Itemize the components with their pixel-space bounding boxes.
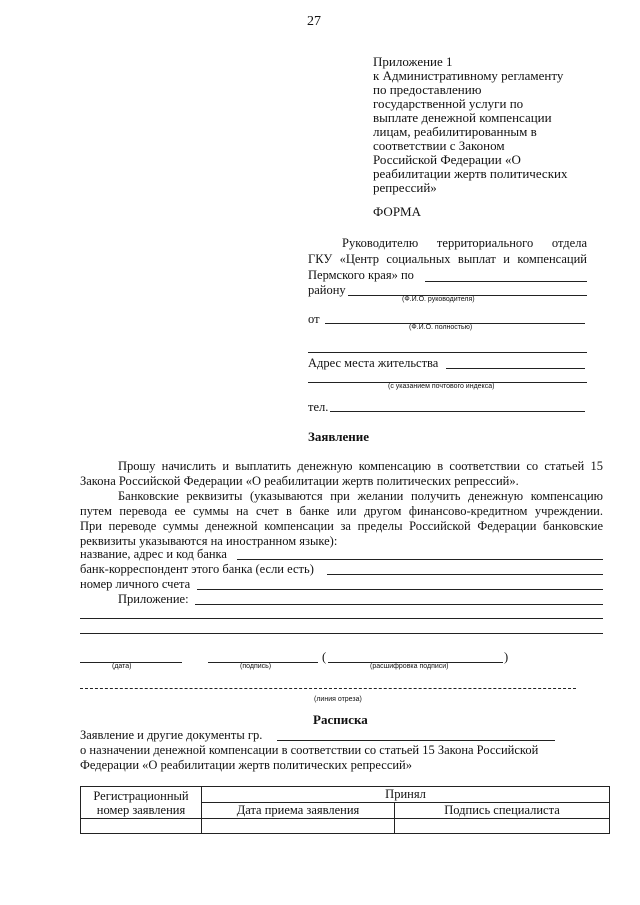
receipt-name-field[interactable] [277,740,555,741]
body-p2-line4: реквизиты указываются на иностранном языке): [80,534,338,548]
paren-close: ) [504,650,509,664]
correspondent-label: банк-корреспондент этого банка (если есть) [80,562,314,576]
receipt-title: Расписка [313,712,368,727]
date-received-cell[interactable] [202,819,395,834]
paren-open: ( [322,650,327,664]
body-p2-line1: Банковские реквизиты (указываются при желании получить денежную компенсацию [118,489,603,503]
appendix-line: соответствии с Законом [373,138,505,153]
reg-number-header-line1: Регистрационный [93,788,189,803]
addressee-line-1: Руководителю территориального отдела [342,236,587,250]
cut-line [80,688,576,689]
application-title: Заявление [308,429,370,444]
reg-number-cell[interactable] [81,819,202,834]
account-field[interactable] [197,589,603,590]
receipt-line-1: Заявление и другие документы гр. [80,728,263,742]
table-row [81,819,610,834]
appendix-line: Российской Федерации «О [373,152,521,167]
decode-caption: (расшифровка подписи) [370,663,449,670]
specialist-sign-header: Подпись специалиста [395,803,610,819]
from-label: от [308,312,320,326]
addressee-line-3: Пермского края» по [308,268,414,282]
reg-number-header [81,787,202,819]
attachment-label: Приложение: [118,592,189,606]
appendix-line: Приложение 1 [373,54,453,69]
caption-postal: (с указанием почтового индекса) [388,383,495,390]
page-number: 27 [307,14,321,29]
attachment-field-3[interactable] [80,633,603,634]
addressee-line-2: ГКУ «Центр социальных выплат и компенсаций [308,252,587,266]
body-p2-line2: путем перевода ее суммы на счет в банке или другом финансово-кредитном учреждении. [80,504,603,518]
date-received-header: Дата приема заявления [202,803,395,819]
appendix-line: государственной услуги по [373,96,524,111]
registration-table [80,786,610,834]
attachment-field[interactable] [195,604,603,605]
caption-full-name: (Ф.И.О. полностью) [409,324,473,331]
phone-field[interactable] [330,411,585,412]
account-label: номер личного счета [80,577,191,591]
address-field[interactable] [446,368,585,369]
correspondent-field[interactable] [327,574,603,575]
appendix-line: выплате денежной компенсации [373,110,552,125]
caption-head: (Ф.И.О. руководителя) [402,296,475,303]
appendix-line: репрессий» [373,180,437,195]
receipt-line-3: Федерации «О реабилитации жертв политических репрессий» [80,758,412,772]
full-name-field-2[interactable] [308,352,587,353]
receipt-line-2: о назначении денежной компенсации в соответствии со статьей 15 Закона Российской [80,743,539,757]
phone-label: тел. [308,400,329,414]
body-p1-line2: Закона Российской Федерации «О реабилитации жертв политических репрессий». [80,474,519,488]
addressee-line-4: району [308,283,346,297]
appendix-line: реабилитации жертв политических [373,166,568,181]
bank-name-label: название, адрес и код банка [80,547,227,561]
signature-caption: (подпись) [240,663,272,670]
appendix-line: к Административному регламенту [373,68,564,83]
body-p1-line1: Прошу начислить и выплатить денежную компенсацию в соответствии со статьей 15 [118,459,603,473]
date-caption: (дата) [112,663,132,670]
appendix-line: лицам, реабилитированным в [373,124,537,139]
reg-number-header-line2: номер заявления [96,802,186,817]
specialist-sign-cell[interactable] [395,819,610,834]
appendix-line: по предоставлению [373,82,482,97]
district-field[interactable] [425,281,587,282]
cut-line-caption: (линия отреза) [314,696,362,703]
address-label: Адрес места жительства [308,356,439,370]
bank-name-field[interactable] [237,559,603,560]
accepted-header: Принял [202,787,610,803]
form-title: ФОРМА [373,204,421,219]
body-p2-line3: При переводе суммы денежной компенсации за пределы Российской Федерации банковские [80,519,603,533]
attachment-field-2[interactable] [80,618,603,619]
